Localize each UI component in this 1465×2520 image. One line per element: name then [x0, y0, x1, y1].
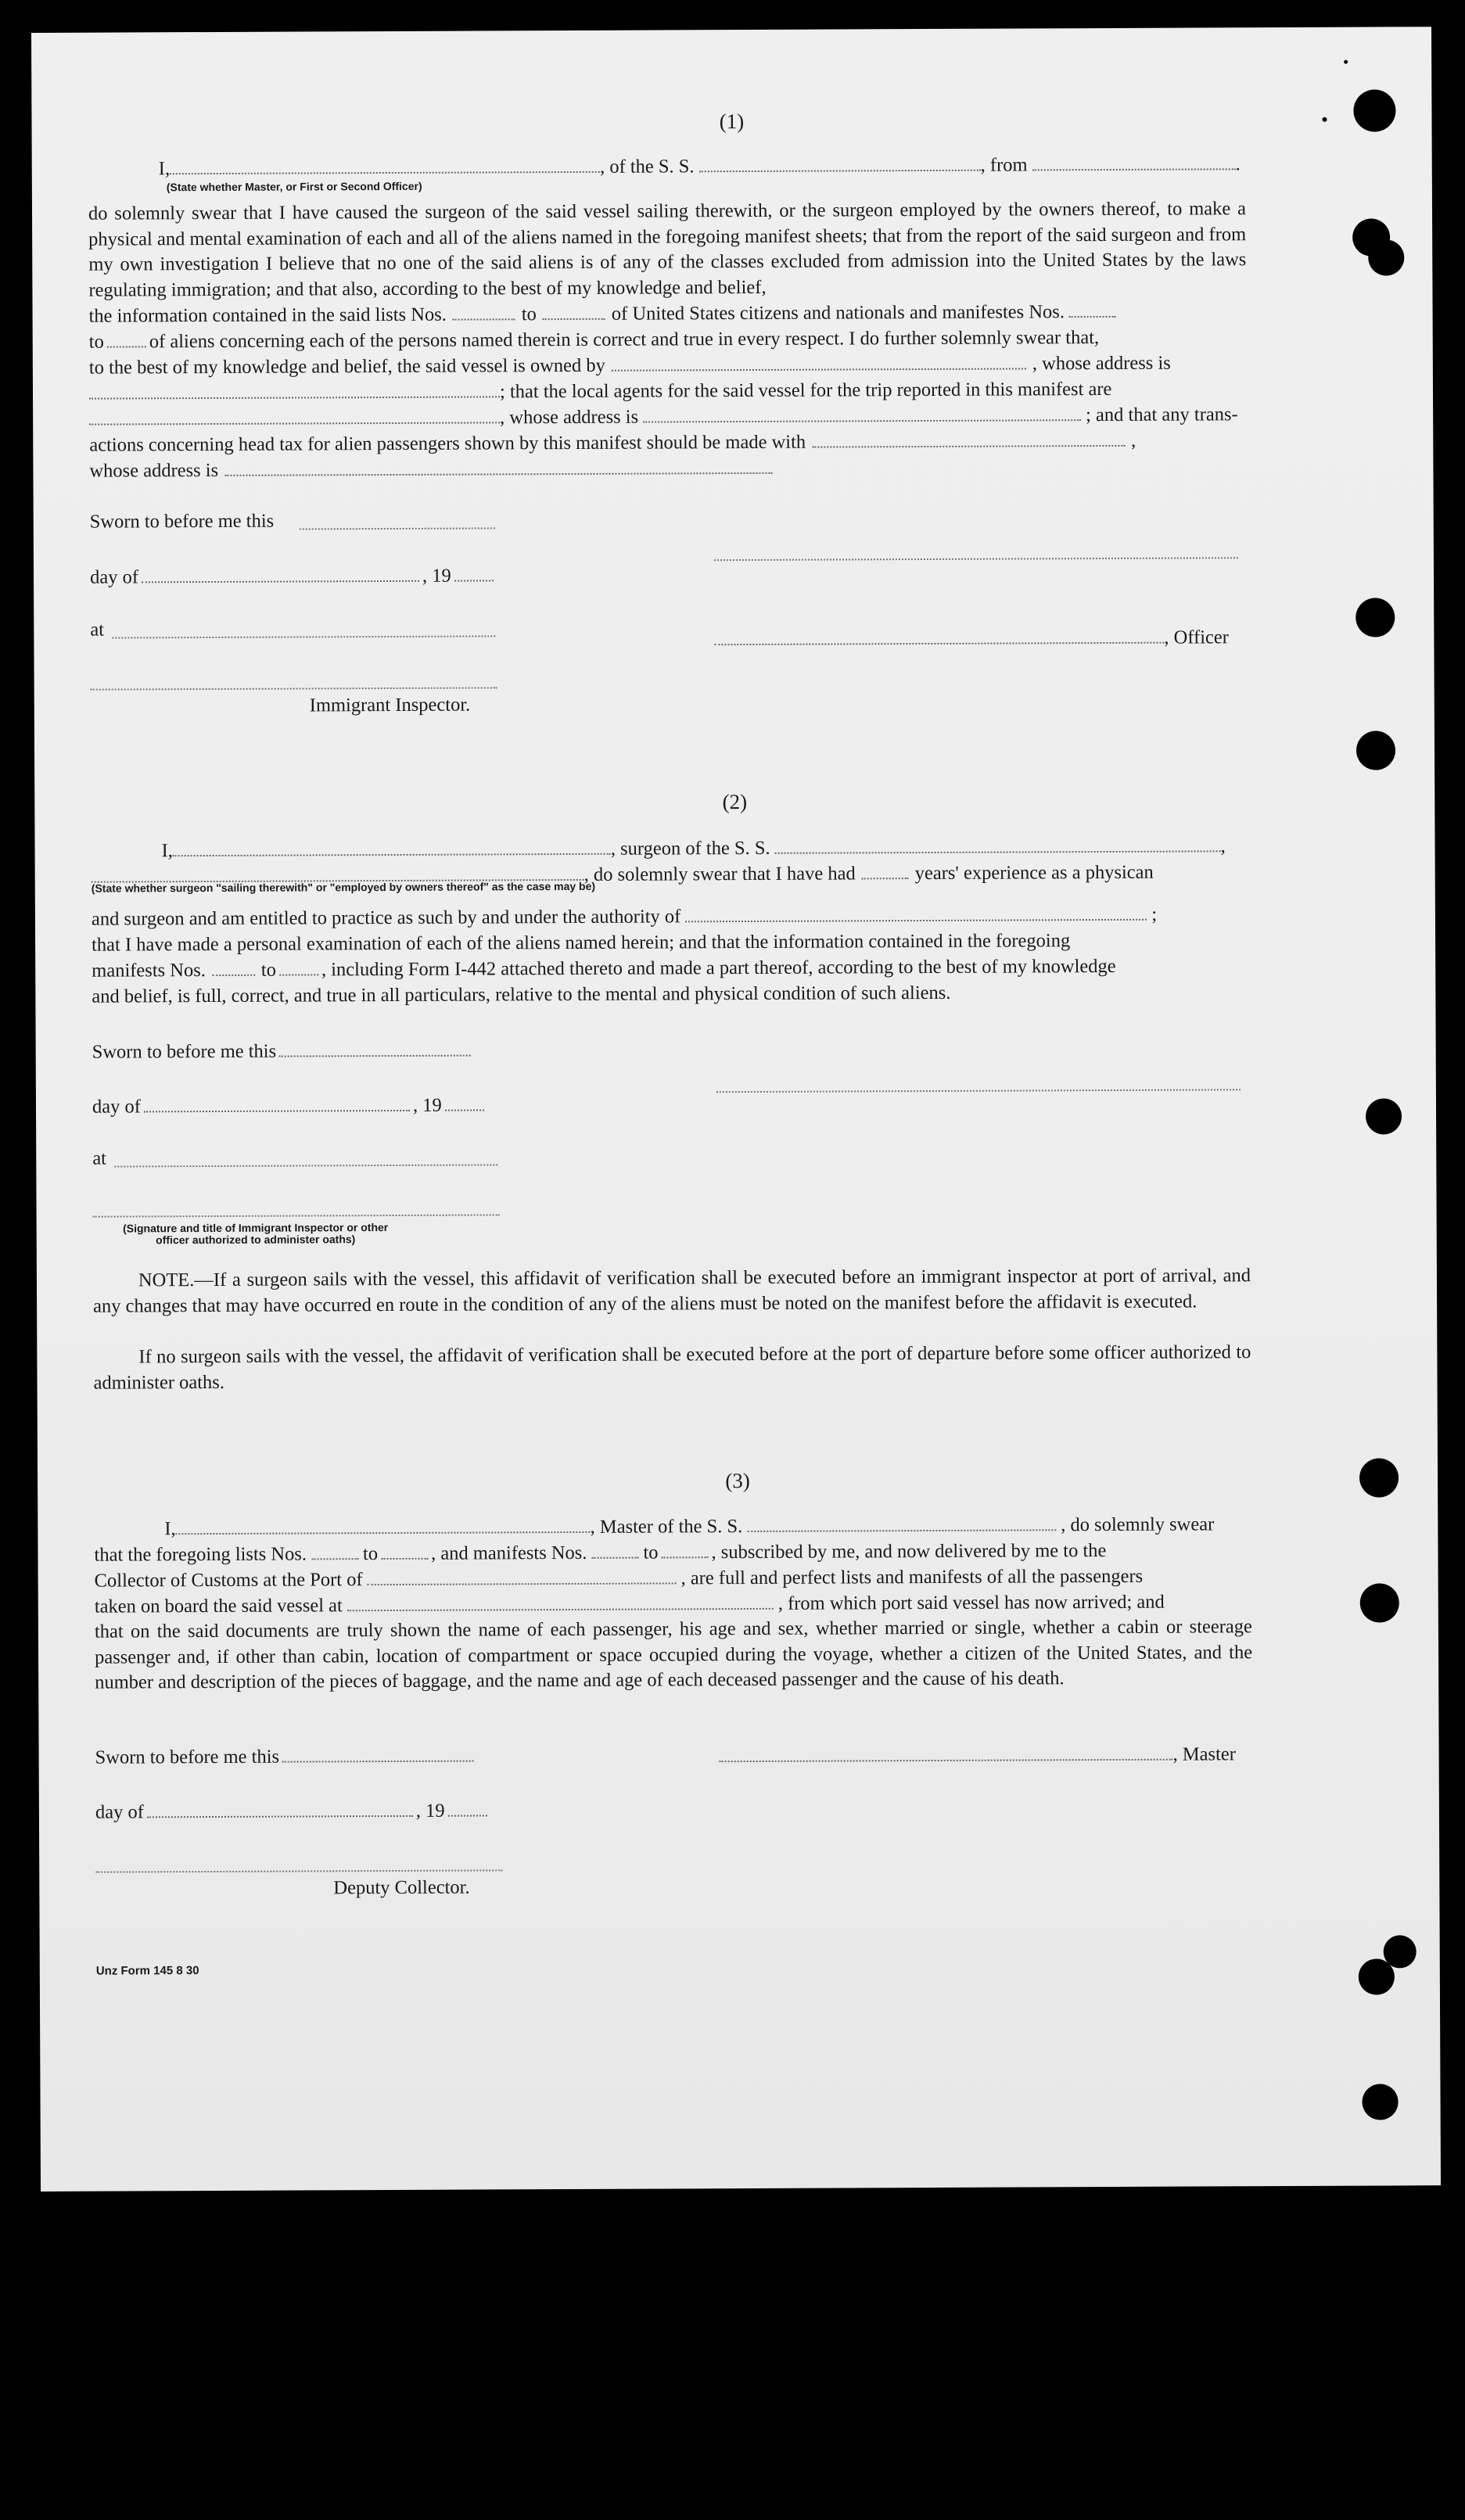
day-label: day of , 19 — [95, 1800, 487, 1823]
whose-address-line: whose address is — [89, 453, 1247, 483]
master-signature: , Master — [720, 1743, 1236, 1768]
officer-signature: , Officer — [714, 626, 1229, 651]
at-blank — [112, 634, 495, 638]
punch-hole — [1356, 731, 1395, 770]
punch-hole — [1359, 1958, 1395, 1994]
sworn-label: Sworn to before me this — [95, 1746, 475, 1769]
day-label: day of , 19 — [92, 1094, 484, 1118]
note-paragraph: If no surgeon sails with the vessel, the affidavit of verification shall be executed before at the port of departure before some officer authorized to administer oaths. — [93, 1341, 1251, 1394]
officer-hint: (State whether Master, or First or Second Officer) — [166, 179, 422, 194]
surgeon-hint: (State whether surgeon "sailing therewith" or "employed by owners thereof" as the case may be) — [91, 879, 596, 895]
manifests-line: manifests Nos. to , including Form I-442 attached thereto and made a part thereof, according to the best of my knowledge — [92, 955, 1116, 982]
collector-line: Collector of Customs at the Port of , are full and perfect lists and manifests of all the passengers — [94, 1565, 1144, 1592]
punch-hole — [1355, 598, 1395, 637]
aliens-line: to of aliens concerning each of the persons named therein is correct and true in every respect. I do further solemnly swear that, — [88, 327, 1100, 353]
section-number: (3) — [725, 1469, 750, 1493]
inspector-label: Immigrant Inspector. — [309, 694, 471, 716]
lists-line: that the foregoing lists Nos. to , and manifests Nos. to , subscribed by me, and now delivered by me to the — [94, 1540, 1107, 1566]
section-number: (1) — [719, 109, 745, 134]
signature-line — [716, 1088, 1241, 1093]
signature-line — [714, 556, 1238, 561]
deputy-label: Deputy Collector. — [333, 1876, 470, 1899]
section1-body: do solemnly swear that I have caused the surgeon of the said vessel sailing therewith, or the surgeon employed by the owners thereof, to make a physical and mental examination of each and all of the aliens named in the foregoing manifest sheets; that from the report of the said surgeon and from my own investigation I believe that no one of the said aliens is of any of the classes excluded from admission into the United States by the laws regulating immigration; and that also, according to the best of my knowledge and belief, — [88, 198, 1247, 301]
at-label: at — [92, 1147, 107, 1169]
section3-body: that on the said documents are truly shown the name of each passenger, his age and sex, whether married or single, whether a cabin or steerage passenger and, if other than cabin, location of compartment or space occupied during the voyage, whether a citizen of the United States, and the number and description of the pieces of baggage, and the name and age of each deceased passenger and the cause of his death. — [94, 1616, 1253, 1693]
belief-line: and belief, is full, correct, and true in all particulars, relative to the mental and physical condition of such aliens. — [92, 982, 951, 1007]
info-line: the information contained in the said lists Nos. to of United States citizens and nationals and manifestes Nos. — [89, 298, 1247, 328]
owned-line: to the best of my knowledge and belief, the said vessel is owned by , whose address is — [88, 352, 1171, 379]
note-paragraph: NOTE.—If a surgeon sails with the vessel, this affidavit of verification shall be executed before an immigrant inspector at port of arrival, and any changes that may have occurred en route in the condition of any of the aliens must be noted on the manifest before the affidavit is executed. — [93, 1265, 1251, 1317]
punch-hole — [1366, 1098, 1402, 1134]
agents-line: ; that the local agents for the said vessel for the trip reported in this manifest are — [89, 375, 1247, 406]
sworn-label: Sworn to before me this — [92, 1040, 472, 1064]
master-line: I, , Master of the S. S. , do solemnly swear — [164, 1513, 1215, 1540]
at-label: at — [90, 619, 105, 641]
taken-line: taken on board the said vessel at , from which port said vessel has now arrived; and — [94, 1591, 1165, 1617]
speck — [1344, 60, 1348, 64]
section-number: (2) — [722, 790, 748, 814]
headtax-line: actions concerning head tax for alien passengers shown by this manifest should be made with , — [89, 429, 1136, 456]
at-blank — [114, 1163, 497, 1167]
collector-signature-line — [95, 1868, 502, 1872]
address-line: , whose address is ; and that any trans- — [89, 401, 1247, 432]
punch-hole — [1360, 1583, 1399, 1622]
inspector-signature-line — [91, 686, 497, 690]
authority-line: and surgeon and am entitled to practice as such by and under the authority of ; — [91, 903, 1158, 930]
punch-hole — [1362, 2084, 1398, 2120]
inspector-signature-line — [93, 1213, 500, 1217]
experience-line: , do solemnly swear that I have had years' experience as a physican — [92, 859, 1249, 889]
form-number: Unz Form 145 8 30 — [95, 1964, 199, 1978]
day-label: day of , 19 — [90, 565, 494, 588]
examination-line: that I have made a personal examination of each of the aliens named herein; and that the information contained in the foregoing — [92, 930, 1071, 956]
surgeon-line: I, , surgeon of the S. S. , — [161, 835, 1226, 862]
officer-line: I, , of the S. S. , from . — [158, 153, 1241, 180]
sworn-label: Sworn to before me this — [89, 510, 275, 533]
form-page — [31, 27, 1441, 2192]
sworn-blank — [300, 526, 495, 529]
signature-hint: (Signature and title of Immigrant Inspector or other officer authorized to administer oaths) — [123, 1221, 389, 1247]
punch-hole — [1368, 239, 1404, 275]
